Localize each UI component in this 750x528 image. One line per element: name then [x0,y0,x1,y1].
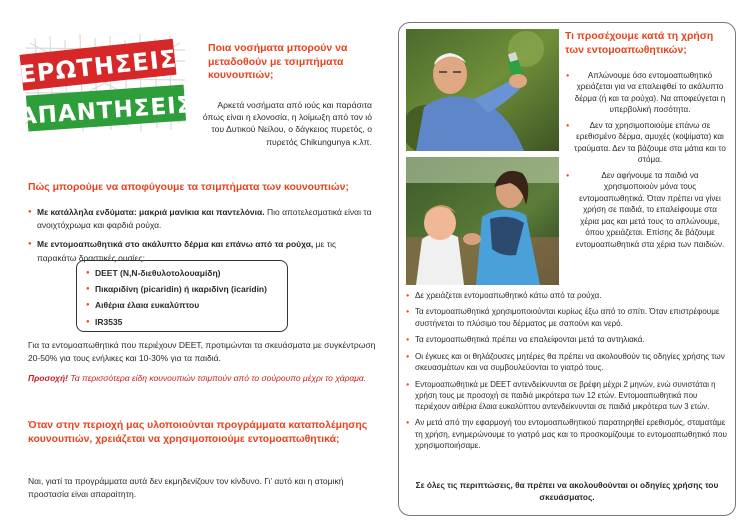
question-avoid-bites: Πώς μπορούμε να αποφύγουμε τα τσιμπήματα των κουνουπιών; [28,182,349,193]
precautions-bottom-list [406,290,728,457]
warning-note [28,372,376,385]
substance-item: ● Αιθέρια έλαια ευκαλύπτου [86,299,278,312]
bullet-bold: Με εντομοαπωθητικά στο ακάλυπτο δέρμα και επάνω από τα ρούχα, [37,239,314,250]
question-diseases: Ποια νοσήματα μπορούν να μεταδοθούν με τσιμπήματα κουνουπιών; [208,42,348,82]
list-item: ● Δεν τα χρησιμοποιούμε επάνω σε ερεθισμένο δέρμα, αμυχές (κοψίματα) και τραύματα. Δεν τα βάζουμε στα μάτια και το στόμα. [566,120,726,166]
question-usage-precautions: Τι προσέχουμε κατά τη χρήση των εντομοαπωθητικών; [565,31,714,56]
list-item: ● Τα εντομοαπωθητικά χρησιμοποιούνται κυρίως έξω από το σπίτι. Όταν επιστρέφουμε συστήνεται το πλύσιμο του δέρματος με σαπούνι και νερό. [406,306,728,329]
answer-diseases: Αρκετά νοσήματα από ιούς και παράσιτα όπως είναι η ελονοσία, η λοίμωξη από τον ιό του Δυτικού Νείλου, ο δάγκειος πυρετός, ο πυρετός Chikungunya κ.λπ. [202,100,372,147]
list-item: ● Οι έγκυες και οι θηλάζουσες μητέρες θα πρέπει να ακολουθούν τις οδηγίες χρήσης των σκευασμάτων και να συμβουλεύονται το γιατρό τους. [406,351,728,374]
substance-item: ● DEET (N,N-διεθυλοτολουαμίδη) [86,267,278,280]
photo-man-spraying [406,29,559,151]
bullet-bold: Με κατάλληλα ενδύματα: μακριά μανίκια και παντελόνια. [37,207,265,217]
stamp-line1: ΕΡΩΤΗΣΕΙΣ [18,44,179,89]
precautions-top-list [566,70,726,254]
question-programs: Όταν στην περιοχή μας υλοποιούνται προγράμματα καταπολέμησης κουνουπιών, χρειάζεται να χρησιμοποιούμε εντομοαπωθητικά; [28,420,368,446]
list-item: ● Δεν αφήνουμε τα παιδιά να χρησιμοποιούν μόνα τους εντομοαπωθητικά. Όταν πρέπει να γίνει χρήση σε παιδιά, το επαλείφουμε στα χέρια μας και μετά τους το απλώνουμε, όπου χρειάζεται. Επίσης δε βάζουμε εντομοαπωθητικά στα χέρια των παιδιών. [566,170,726,250]
substance-item: ● IR3535 [86,316,278,329]
list-item: ● Δε χρειάζεται εντομοαπωθητικό κάτω από τα ρούχα. [406,290,728,301]
photo-mother-child-image [406,157,559,285]
active-substances-box [76,260,288,332]
photo-man-spraying-image [406,29,559,151]
qa-stamp-logo [15,28,195,138]
final-instructions-note: Σε όλες τις περιπτώσεις, θα πρέπει να ακολουθούνται οι οδηγίες χρήσης του σκευάσματος. [415,480,719,503]
deet-concentration-note: Για τα εντομοαπωθητικά που περιέχουν DEET, προτιμώνται τα σκευάσματα με συγκέντρωση 20-50% για τους ενήλικες και 10-30% για τα παιδιά. [28,340,376,364]
bullet-text: με τις παρακάτω δραστικές ουσίες: [37,239,337,263]
list-item: ● Απλώνουμε όσο εντομοαπωθητικό χρειάζεται για να επαλειφθεί το ακάλυπτο δέρμα (ή και τα ρούχα). Να αποφεύγεται η υπερβολική ποσότητα. [566,70,726,116]
substance-item: ● Πικαριδίνη (picaridin) ή ικαριδίνη (icaridin) [86,283,278,296]
warning-text: Τα περισσότερα είδη κουνουπιών τσιμπούν από το σούρουπο μέχρι το χάραμα. [67,373,367,383]
list-item: ● Αν μετά από την εφαρμογή του εντομοαπωθητικού παρατηρηθεί ερεθισμός, σταματάμε τη χρήση, ενημερώνουμε το γιατρό μας και το προσκομίζουμε το εντομοαπωθητικό που χρησιμοποιήσαμε. [406,417,728,451]
stamp-line2: ΑΠΑΝΤΗΣΕΙΣ [18,91,195,131]
list-item [28,206,376,232]
answer-programs: Ναι, γιατί τα προγράμματα αυτά δεν εκμηδενίζουν τον κίνδυνο. Γι’ αυτό και η ατομική προστασία είναι απαραίτητη. [28,476,344,500]
photo-mother-child [406,157,559,285]
warning-label: Προσοχή! [28,373,68,383]
stamp-graphic [15,28,195,138]
list-item: ● Τα εντομοαπωθητικά πρέπει να επαλείφονται μετά τα αντηλιακά. [406,334,728,345]
list-item: ● Εντομοαπωθητικά με DEET αντενδείκνυνται σε βρέφη μέχρι 2 μηνών, ενώ συνιστάται η χρήση τους με προσοχή σε παιδιά μικρότερα των 12 ετών. Εντομοαπωθητικά που περιέχουν αιθέρια έλαια ευκαλύπτου αντενδείκνυνται σε παιδιά μικρότερα των 3 ετών. [406,379,728,412]
bullet-text: Πιο αποτελεσματικά είναι τα ανοιχτόχρωμα και φαρδιά ρούχα. [37,207,372,231]
